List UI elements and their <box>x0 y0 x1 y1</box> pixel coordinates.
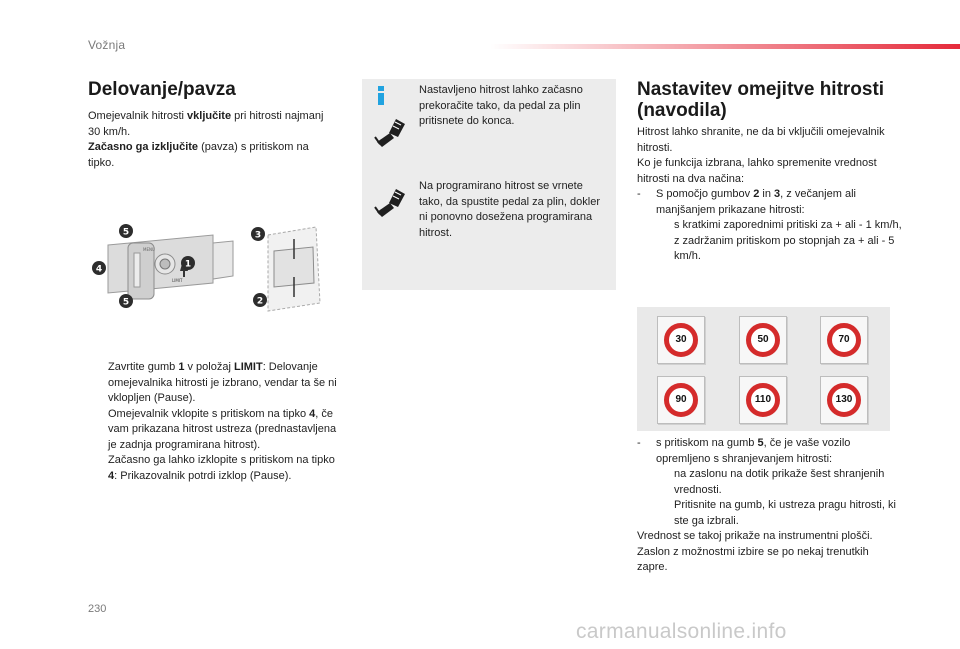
list-item: Začasno ga lahko izklopite s pritiskom na tipko 4: Prikazovalnik potrdi izklop (Pause). <box>108 454 335 482</box>
list-item: s kratkimi zaporednimi pritiski za + ali - 1 km/h, <box>674 219 902 231</box>
speed-presets-panel <box>637 307 890 431</box>
right-p3: Vrednost se takoj prikaže na instrumentni plošči. <box>637 530 873 542</box>
page-number: 230 <box>88 603 107 615</box>
svg-text:4: 4 <box>95 264 103 275</box>
intro-p1: Omejevalnik hitrosti vključite pri hitrosti najmanj 30 km/h. <box>88 110 324 138</box>
svg-text:MENU: MENU <box>143 247 155 252</box>
list-item: z zadržanim pritiskom po stopnjah za + ali - 5 km/h. <box>674 234 895 262</box>
svg-text:LIMIT: LIMIT <box>172 278 183 283</box>
watermark: carmanualsonline.info <box>576 620 787 643</box>
accelerator-pedal-release-icon <box>374 186 408 220</box>
section-header: Vožnja <box>88 38 126 52</box>
intro-p2: Začasno ga izključite (pavza) s pritiskom na tipko. <box>88 141 309 169</box>
right-p4: Zaslon z možnostmi izbire se po nekaj trenutkih zapre. <box>637 545 869 573</box>
right-text-upper <box>637 125 902 265</box>
control-stalk-illustration <box>88 221 348 313</box>
list-item: Zavrtite gumb 1 v položaj LIMIT: Delovanje omejevalnika hitrosti je izbrano, vendar ta še ni vklopljen (Pause). <box>108 361 337 404</box>
left-title: Delovanje/pavza <box>88 79 236 100</box>
left-bullet-list <box>88 360 343 484</box>
speed-sign-110[interactable]: 110 <box>739 376 787 424</box>
list-item: na zaslonu na dotik prikaže šest shranjenih vrednosti. <box>674 468 885 496</box>
speed-sign-70[interactable]: 70 <box>820 316 868 364</box>
right-text-lower <box>637 436 902 576</box>
list-item: Omejevalnik vklopite s pritiskom na tipko 4, če vam prikazana hitrost ustreza (prednastavljena je zadnja programirana hitrost). <box>108 407 337 451</box>
svg-text:2: 2 <box>256 296 264 307</box>
svg-text:5: 5 <box>122 297 130 308</box>
list-item: - S pomočjo gumbov 2 in 3, z večanjem ali manjšanjem prikazane hitrosti: <box>637 188 856 216</box>
svg-text:1: 1 <box>184 259 192 270</box>
info-box <box>362 79 616 290</box>
info-icon <box>373 86 389 106</box>
list-item: Pritisnite na gumb, ki ustreza pragu hitrosti, ki ste ga izbrali. <box>674 499 896 527</box>
right-p1: Hitrost lahko shranite, ne da bi vključili omejevalnik hitrosti. <box>637 126 885 154</box>
right-title: Nastavitev omejitve hitrosti (navodila) <box>637 79 885 121</box>
speed-sign-90[interactable]: 90 <box>657 376 705 424</box>
left-intro <box>88 109 338 171</box>
speed-sign-50[interactable]: 50 <box>739 316 787 364</box>
speed-sign-30[interactable]: 30 <box>657 316 705 364</box>
right-p2: Ko je funkcija izbrana, lahko spremenite vrednost hitrosti na dva načina: <box>637 157 877 185</box>
accelerator-pedal-icon <box>374 116 408 150</box>
svg-text:3: 3 <box>254 230 262 241</box>
list-item: - s pritiskom na gumb 5, če je vaše vozilo opremljeno s shranjevanjem hitrosti: <box>637 437 851 465</box>
header-accent-bar <box>490 44 960 49</box>
svg-text:5: 5 <box>122 227 130 238</box>
speed-sign-130[interactable]: 130 <box>820 376 868 424</box>
info-text-2: Na programirano hitrost se vrnete tako, da spustite pedal za plin, dokler ni ponovno dosežena programirana hitrost. <box>419 180 601 239</box>
info-text-1: Nastavljeno hitrost lahko začasno prekoračite tako, da pedal za plin pritisnete do konca. <box>419 84 583 127</box>
